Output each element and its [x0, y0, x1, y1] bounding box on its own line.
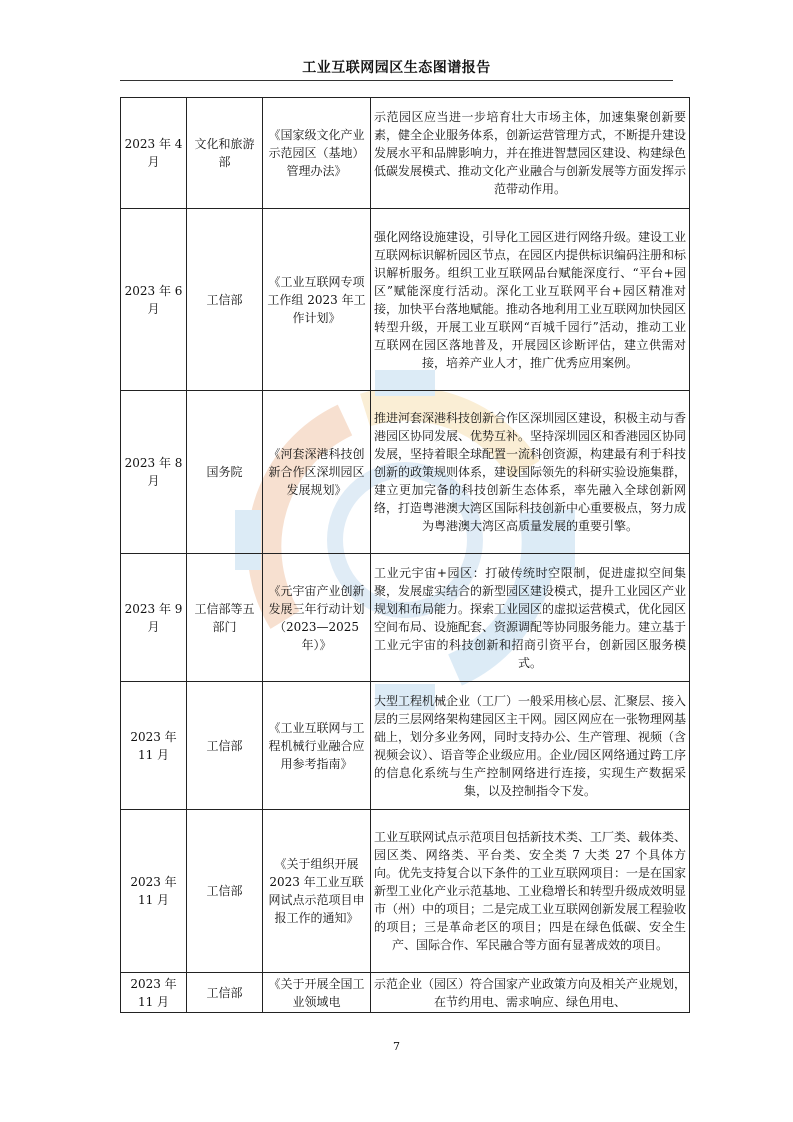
policy-content-cell: 示范企业（园区）符合国家产业政策方向及相关产业规划，在节约用电、需求响应、绿色用电、 — [371, 973, 690, 1013]
policy-name-cell: 《关于开展全国工业领域电 — [263, 973, 371, 1013]
policy-name-cell: 《国家级文化产业示范园区（基地）管理办法》 — [263, 98, 371, 209]
department-cell: 工信部 — [187, 682, 263, 810]
table-row — [121, 810, 690, 973]
policy-name-cell: 《元宇宙产业创新发展三年行动计划（2023—2025 年）》 — [263, 554, 371, 682]
release-time-cell: 2023 年 4 月 — [121, 98, 187, 209]
policy-content-cell: 工业元宇宙+园区：打破传统时空限制，促进虚拟空间集聚，发展虚实结合的新型园区建设模式，提升工业园区产业规划和布局能力。探索工业园区的虚拟运营模式，优化园区空间布局、设施配套、资源调配等协同服务能力。建立基于工业元宇宙的科技创新和招商引资平台，创新园区服务模式。 — [371, 554, 690, 682]
policy-name-cell: 《工业互联网与工程机械行业融合应用参考指南》 — [263, 682, 371, 810]
header-divider — [120, 80, 673, 81]
table-row — [121, 209, 690, 391]
page-number: 7 — [393, 1040, 400, 1053]
release-time-cell: 2023 年 11 月 — [121, 810, 187, 973]
table-row — [121, 682, 690, 810]
policy-name-cell: 《关于组织开展 2023 年工业互联网试点示范项目申报工作的通知》 — [263, 810, 371, 973]
release-time-cell: 2023 年 11 月 — [121, 682, 187, 810]
department-cell: 工信部 — [187, 973, 263, 1013]
department-cell: 国务院 — [187, 391, 263, 554]
department-cell: 文化和旅游部 — [187, 98, 263, 209]
policy-name-cell: 《工业互联网专项工作组 2023 年工作计划》 — [263, 209, 371, 391]
table-row — [121, 98, 690, 209]
policy-content-cell: 强化网络设施建设，引导化工园区进行网络升级。建设工业互联网标识解析园区节点，在园区内提供标识编码注册和标识解析服务。组织工业互联网品台赋能深度行、“平台+园区”赋能深度行活动。深化工业互联网平台+园区精准对接，加快平台落地赋能。推动各地利用工业互联网加快园区转型升级，开展工业互联网“百城千园行”活动，推动工业互联网在园区落地普及，开展园区诊断评估，建立供需对接，培养产业人才，推广优秀应用案例。 — [371, 209, 690, 391]
table-row — [121, 391, 690, 554]
policy-content-cell: 推进河套深港科技创新合作区深圳园区建设，积极主动与香港园区协同发展、优势互补。坚持深圳园区和香港园区协同发展，坚持着眼全球配置一流科创资源，构建最有利于科技创新的政策规则体系，建设国际领先的科研实验设施集群，建立更加完备的科技创新生态体系，率先融入全球创新网络，打造粤港澳大湾区国际科技创新中心重要极点，努力成为粤港澳大湾区高质量发展的重要引擎。 — [371, 391, 690, 554]
table-row — [121, 554, 690, 682]
table-row — [121, 973, 690, 1013]
department-cell: 工信部 — [187, 810, 263, 973]
policy-table — [120, 97, 690, 1013]
department-cell: 工信部 — [187, 209, 263, 391]
policy-content-cell: 大型工程机械企业（工厂）一般采用核心层、汇聚层、接入层的三层网络架构建园区主干网。园区网应在一张物理网基础上，划分多业务网，同时支持办公、生产管理、视频（含视频会议）、语音等企业级应用。企业/园区网络通过跨工序的信息化系统与生产控制网络进行连接，实现生产数据采集，以及控制指令下发。 — [371, 682, 690, 810]
policy-content-cell: 示范园区应当进一步培育壮大市场主体，加速集聚创新要素，健全企业服务体系，创新运营管理方式，不断提升建设发展水平和品牌影响力，并在推进智慧园区建设、构建绿色低碳发展模式、推动文化产业融合与创新发展等方面发挥示范带动作用。 — [371, 98, 690, 209]
release-time-cell: 2023 年 9 月 — [121, 554, 187, 682]
policy-name-cell: 《河套深港科技创新合作区深圳园区发展规划》 — [263, 391, 371, 554]
release-time-cell: 2023 年 8 月 — [121, 391, 187, 554]
release-time-cell: 2023 年 6 月 — [121, 209, 187, 391]
policy-content-cell: 工业互联网试点示范项目包括新技术类、工厂类、载体类、园区类、网络类、平台类、安全类 7 大类 27 个具体方向。优先支持复合以下条件的工业互联网项目：一是在国家新型工业化产业示范基地、工业稳增长和转型升级成效明显市（州）中的项目；二是完成工业互联网创新发展工程验收的项目；三是革命老区的项目；四是在绿色低碳、安全生产、国际合作、军民融合等方面有显著成效的项目。 — [371, 810, 690, 973]
page-header-title: 工业互联网园区生态图谱报告 — [302, 60, 491, 76]
department-cell: 工信部等五部门 — [187, 554, 263, 682]
release-time-cell: 2023 年 11 月 — [121, 973, 187, 1013]
